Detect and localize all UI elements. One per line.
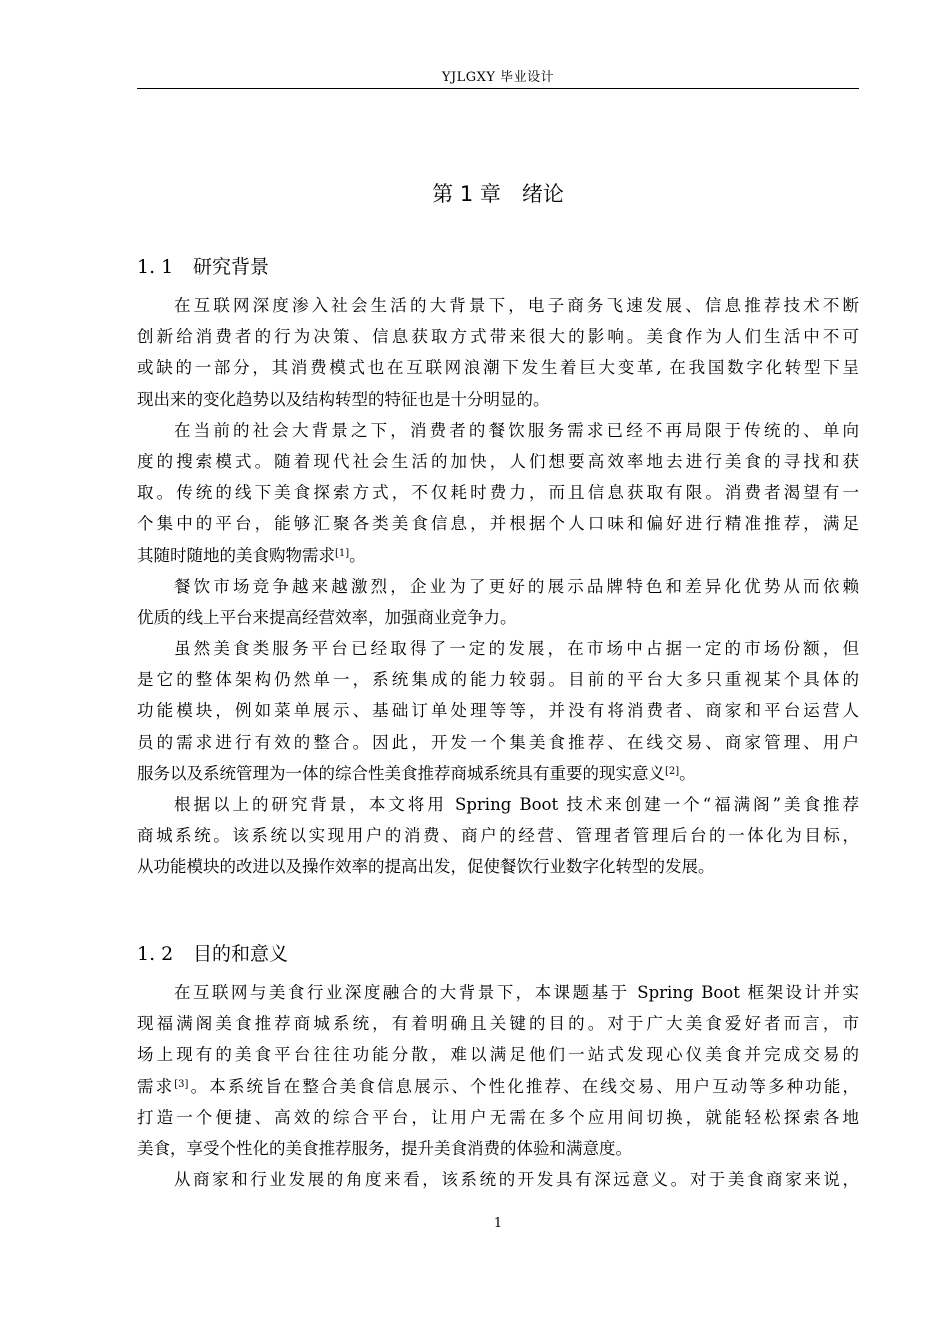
text-fragment: 。本系统旨在整合美食信息展示、个性化推荐、在线交易、用户互动等多种功能， bbox=[188, 1076, 860, 1096]
text-line: 场上现有的美食平台往往功能分散，难以满足他们一站式发现心仪美食并完成交易的 bbox=[137, 1045, 859, 1065]
text-line: 是它的整体架构仍然单一，系统集成的能力较弱。目前的平台大多只重视某个具体的 bbox=[137, 670, 859, 690]
text-line-with-citation bbox=[137, 758, 859, 789]
text-line: 商城系统。该系统以实现用户的消费、商户的经营、管理者管理后台的一体化为目标， bbox=[137, 826, 859, 846]
chapter-title: 第 1 章 绪论 bbox=[432, 182, 564, 206]
section-number: 1. 1 bbox=[137, 256, 174, 278]
text-line: 员的需求进行有效的整合。因此，开发一个集美食推荐、在线交易、商家管理、用户 bbox=[137, 732, 859, 752]
text-fragment: 其随时随地的美食购物需求 bbox=[137, 545, 335, 565]
text-line: 从功能模块的改进以及操作效率的提高出发，促使餐饮行业数字化转型的发展。 bbox=[137, 857, 715, 877]
text-line: 餐饮市场竞争越来越激烈，企业为了更好的展示品牌特色和差异化优势从而依赖 bbox=[174, 576, 859, 596]
text-line: 在互联网深度渗入社会生活的大背景下，电子商务飞速发展、信息推荐技术不断 bbox=[174, 296, 859, 315]
text-line: 在当前的社会大背景之下，消费者的餐饮服务需求已经不再局限于传统的、单向 bbox=[174, 420, 859, 440]
text-line: 根据以上的研究背景，本文将用 Spring Boot 技术来创建一个“福满阁”美食推荐 bbox=[174, 795, 859, 814]
text-line: 度的搜索模式。随着现代社会生活的加快，人们想要高效率地去进行美食的寻找和获 bbox=[137, 451, 859, 471]
section-body-1-1 bbox=[137, 290, 859, 883]
section-title: 研究背景 bbox=[193, 256, 270, 278]
text-line: 打造一个便捷、高效的综合平台，让用户无需在多个应用间切换，就能轻松探索各地 bbox=[137, 1107, 859, 1127]
text-line: 从商家和行业发展的角度来看，该系统的开发具有深远意义。对于美食商家来说， bbox=[174, 1170, 859, 1190]
text-fragment: 需求 bbox=[137, 1076, 175, 1096]
text-line: 现福满阁美食推荐商城系统，有着明确且关键的目的。对于广大美食爱好者而言，市 bbox=[137, 1014, 859, 1034]
text-line: 取。传统的线下美食探索方式，不仅耗时费力，而且信息获取有限。消费者渴望有一 bbox=[137, 483, 859, 503]
text-line: 在互联网与美食行业深度融合的大背景下，本课题基于 Spring Boot 框架设计并实 bbox=[174, 983, 859, 1002]
citation-1: [1] bbox=[335, 547, 350, 559]
text-line: 美食，享受个性化的美食推荐服务，提升美食消费的体验和满意度。 bbox=[137, 1138, 632, 1158]
page-number: 1 bbox=[493, 1216, 503, 1231]
text-line: 现出来的变化趋势以及结构转型的特征也是十分明显的。 bbox=[137, 389, 550, 409]
citation-3: [3] bbox=[174, 1078, 189, 1090]
text-fragment: 。 bbox=[349, 545, 366, 565]
text-line: 创新给消费者的行为决策、信息获取方式带来很大的影响。美食作为人们生活中不可 bbox=[137, 327, 859, 347]
section-heading-1-1 bbox=[137, 252, 269, 279]
text-line: 个集中的平台，能够汇聚各类美食信息，并根据个人口味和偏好进行精准推荐，满足 bbox=[137, 514, 859, 534]
text-line: 功能模块，例如菜单展示、基础订单处理等等，并没有将消费者、商家和平台运营人 bbox=[137, 701, 859, 721]
text-line: 虽然美食类服务平台已经取得了一定的发展，在市场中占据一定的市场份额，但 bbox=[174, 639, 859, 659]
text-fragment: 服务以及系统管理为一体的综合性美食推荐商城系统具有重要的现实意义 bbox=[137, 763, 665, 783]
section-title: 目的和意义 bbox=[193, 943, 289, 965]
running-header: YJLGXY 毕业设计 bbox=[441, 70, 555, 85]
text-line-with-citation bbox=[137, 540, 859, 571]
text-line-with-citation bbox=[137, 1071, 859, 1102]
section-body-1-2 bbox=[137, 977, 859, 1195]
text-line: 优质的线上平台来提高经营效率，加强商业竞争力。 bbox=[137, 607, 517, 627]
citation-2: [2] bbox=[665, 765, 680, 777]
section-heading-1-2 bbox=[137, 939, 288, 966]
text-line: 或缺的一部分，其消费模式也在互联网浪潮下发生着巨大变革, 在我国数字化转型下呈 bbox=[137, 358, 859, 378]
section-number: 1. 2 bbox=[137, 943, 174, 965]
header-rule bbox=[137, 88, 859, 89]
text-fragment: 。 bbox=[679, 763, 696, 783]
